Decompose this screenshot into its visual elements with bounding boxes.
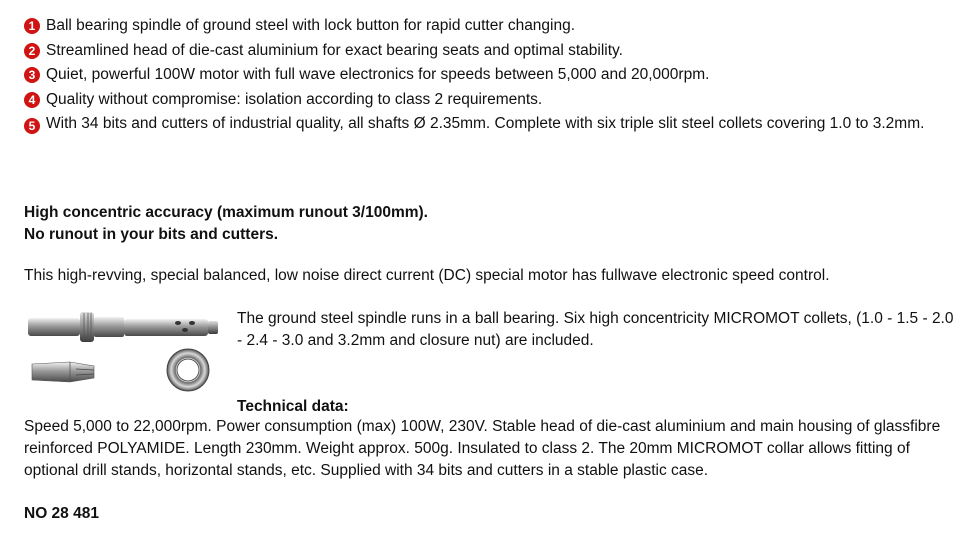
accuracy-heading	[24, 202, 428, 246]
feature-text: Quality without compromise: isolation according to class 2 requirements.	[46, 90, 543, 108]
technical-data-heading: Technical data:	[237, 398, 349, 415]
feature-item	[24, 39, 959, 64]
ball-bearing-shape	[167, 349, 209, 391]
number-badge-2: 2	[24, 43, 40, 59]
feature-text: With 34 bits and cutters of industrial quality, all shafts Ø 2.35mm. Complete with six triple slit steel collets covering 1.0 to 3.2mm.	[46, 115, 925, 132]
number-badge-5: 5	[24, 118, 40, 134]
feature-item	[24, 88, 959, 113]
feature-list	[24, 14, 959, 137]
number-badge-1: 1	[24, 18, 40, 34]
number-badge-3: 3	[24, 67, 40, 83]
spindle-shape	[28, 312, 218, 342]
spindle-collet-bearing-image	[24, 306, 224, 396]
feature-text: Streamlined head of die-cast aluminium for exact bearing seats and optimal stability.	[46, 41, 623, 59]
feature-text: Ball bearing spindle of ground steel with lock button for rapid cutter changing.	[46, 17, 576, 34]
collet-shape	[32, 362, 94, 382]
feature-text: Quiet, powerful 100W motor with full wave electronics for speeds between 5,000 and 20,000rpm.	[46, 66, 710, 83]
spindle-description: The ground steel spindle runs in a ball bearing. Six high concentricity MICROMOT collets, (1.0 - 1.5 - 2.0 - 2.4 - 3.0 and 3.2mm and closure nut) are included.	[237, 310, 954, 349]
feature-item	[24, 63, 959, 88]
number-badge-4: 4	[24, 92, 40, 108]
accuracy-line-1: High concentric accuracy (maximum runout 3/100mm).	[24, 204, 428, 221]
accuracy-line-2: No runout in your bits and cutters.	[24, 226, 279, 243]
order-number: NO 28 481	[24, 505, 99, 522]
feature-item	[24, 112, 959, 137]
technical-data-text: Speed 5,000 to 22,000rpm. Power consumption (max) 100W, 230V. Stable head of die-cast aluminium and main housing of glassfibre reinforced POLYAMIDE. Length 230mm. Weight approx. 500g. Insulated to class 2. The 20mm MICROMOT collar allows fitting of optional drill stands, horizontal stands, etc. Supplied with 34 bits and cutters in a stable plastic case.	[24, 418, 941, 479]
feature-item	[24, 14, 959, 39]
motor-intro-text: This high-revving, special balanced, low noise direct current (DC) special motor has fullwave electronic speed control.	[24, 267, 830, 284]
